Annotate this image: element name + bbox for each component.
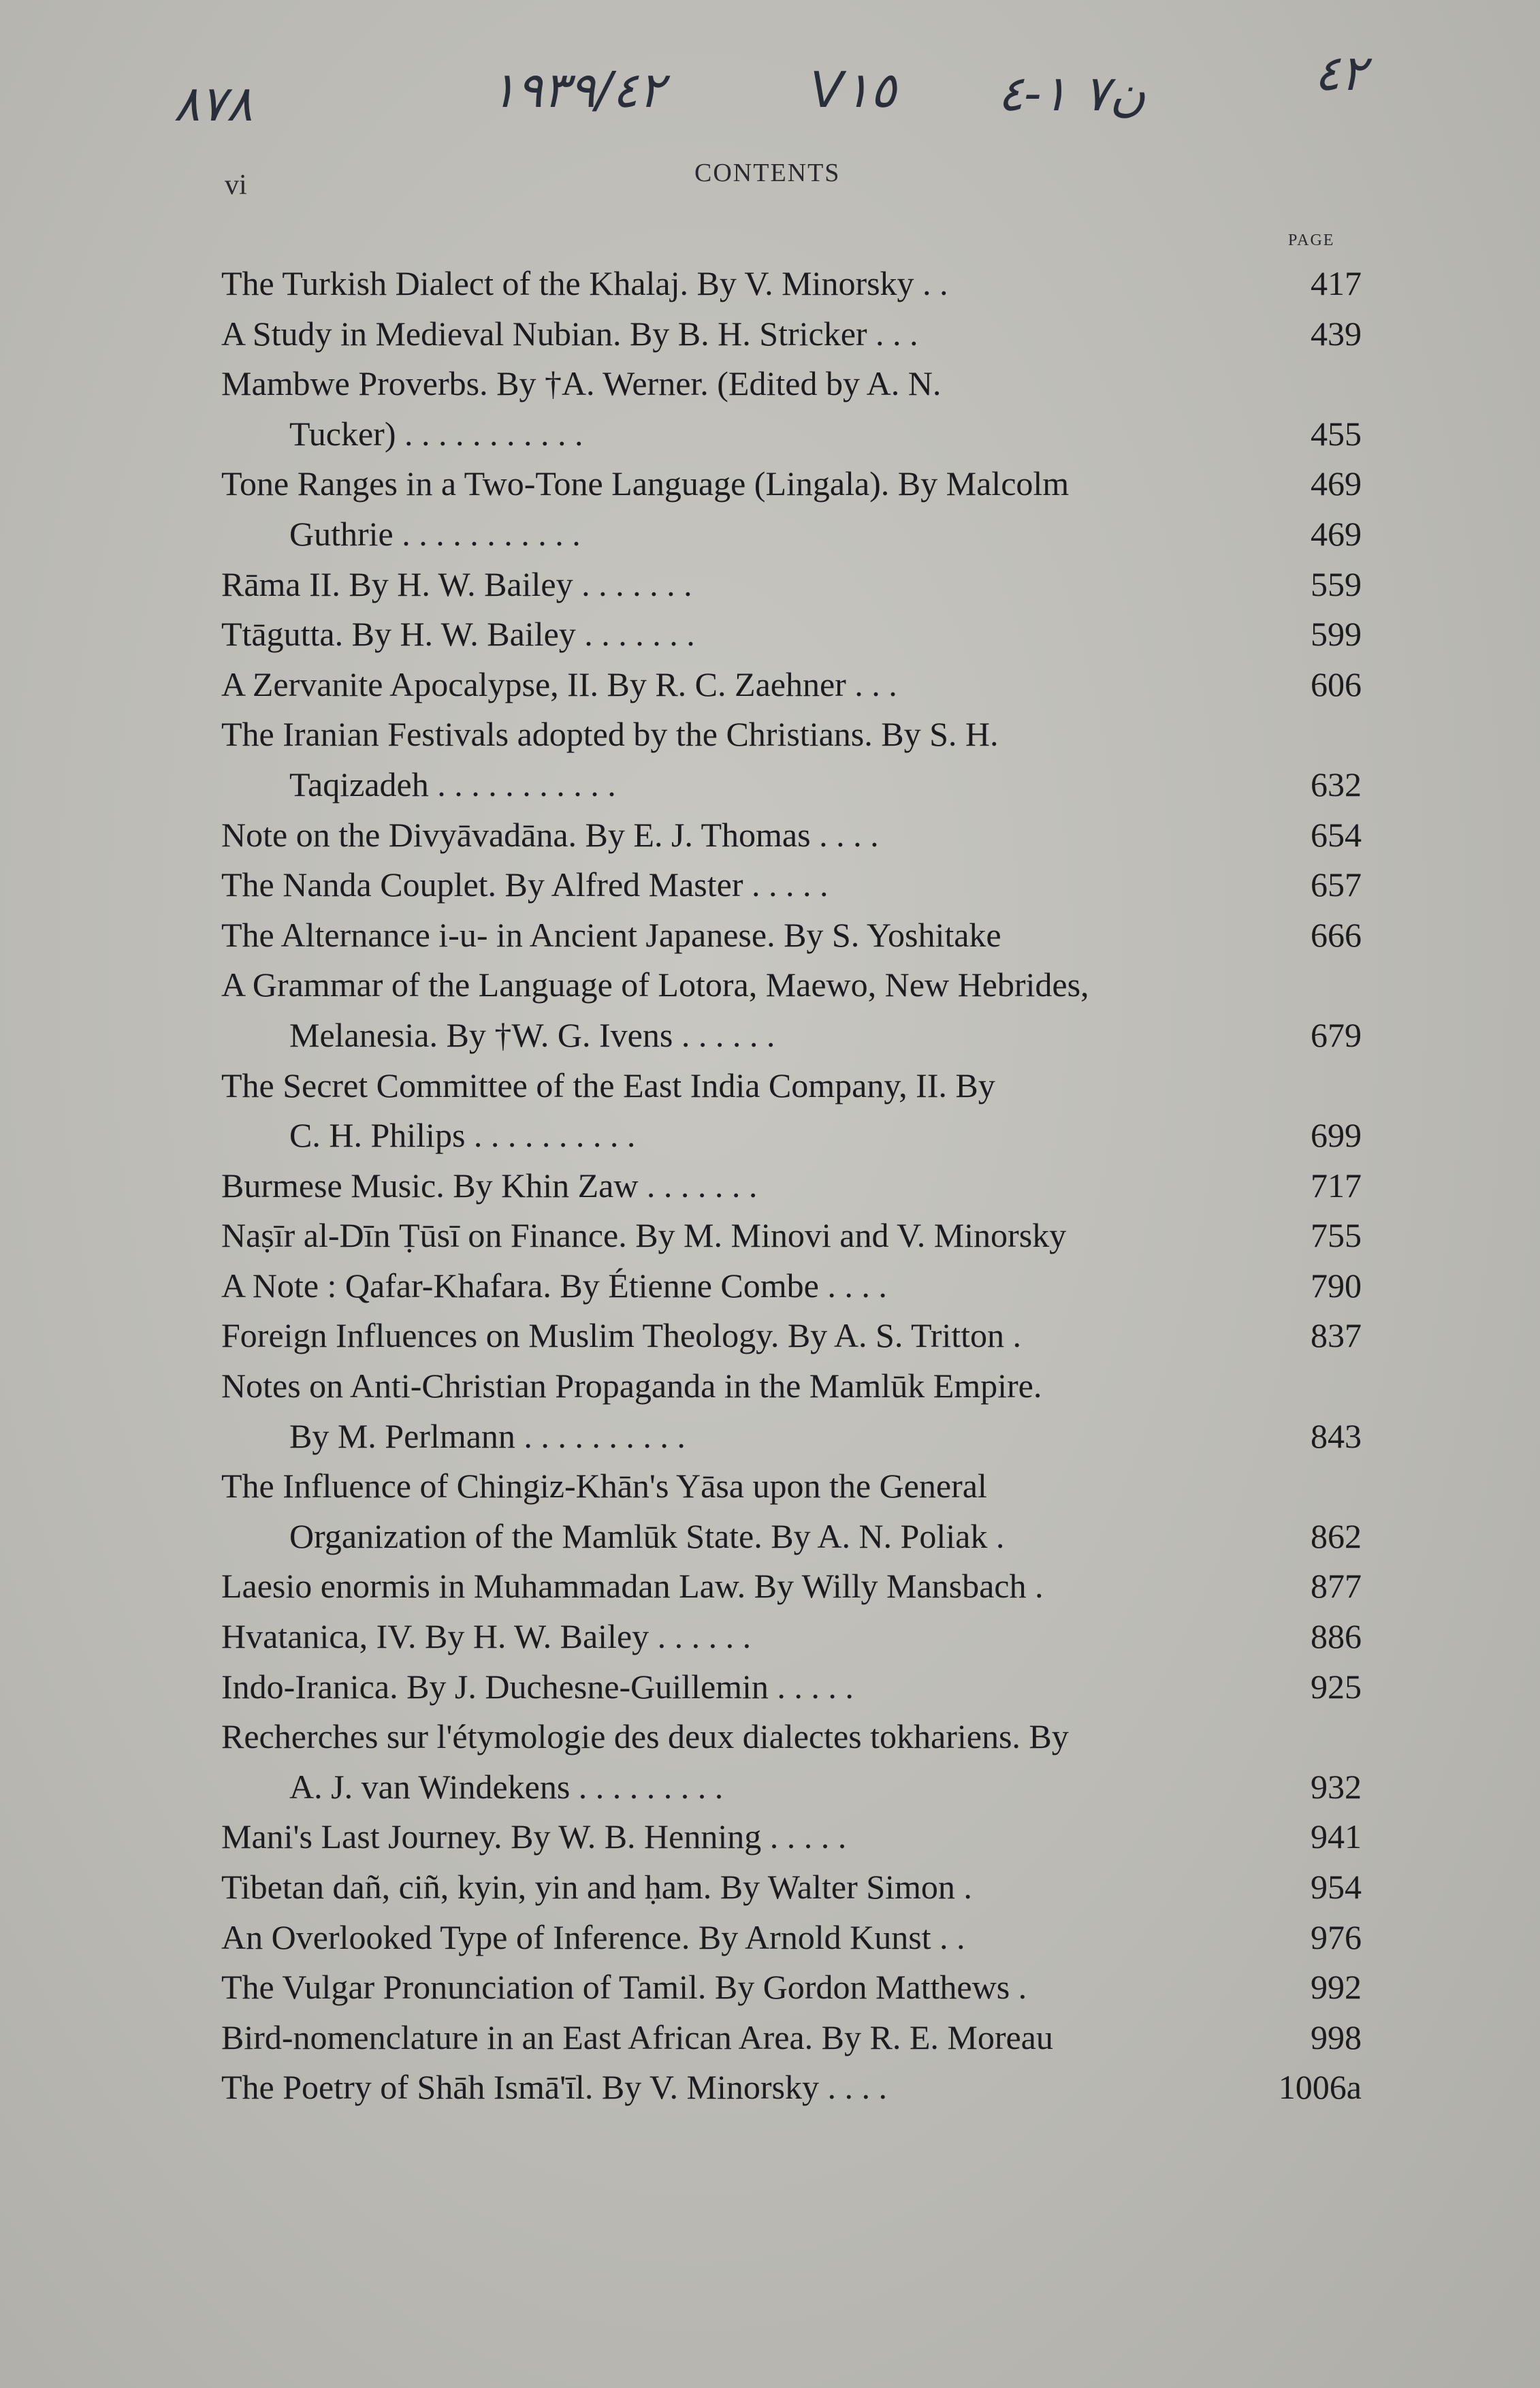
toc-entry [221,1512,1362,1562]
toc-entry-title: The Poetry of Shāh Ismā'īl. By V. Minorsky . . . . [221,2068,887,2107]
toc-entry-title: An Overlooked Type of Inference. By Arnold Kunst . . [221,1917,965,1956]
toc-entry-page: 1006a [1278,2068,1362,2107]
page-column-label: PAGE [1288,232,1335,249]
toc-entry-page: 954 [1311,1868,1362,1906]
toc-entry-title: Rāma II. By H. W. Bailey . . . . . . . [221,564,692,603]
toc-entry [221,660,1362,710]
toc-entry-title: The Influence of Chingiz-Khān's Yāsa upon the General [221,1467,987,1506]
toc-entry [221,1412,1362,1462]
toc-entry [221,2013,1362,2063]
toc-entry [221,1712,1362,1762]
toc-entry-title: Tucker) . . . . . . . . . . . [289,414,583,453]
toc-entry [221,760,1362,810]
toc-entry-title: The Nanda Couplet. By Alfred Master . . . . . [221,865,829,904]
toc-entry-title: The Alternance i-u- in Ancient Japanese. By S. Yoshitake [221,915,1001,954]
toc-entry-title: Organization of the Mamlūk State. By A. N. Poliak . [289,1516,1005,1555]
toc-entry-title: The Turkish Dialect of the Khalaj. By V. Minorsky . . [221,264,948,302]
toc-entry-title: C. H. Philips . . . . . . . . . . [289,1116,636,1155]
toc-entry [221,1561,1362,1612]
toc-entry [221,509,1362,560]
toc-entry [221,1461,1362,1512]
toc-entry-page: 790 [1311,1266,1362,1305]
toc-entry [221,1612,1362,1662]
toc-entry [221,1111,1362,1161]
toc-entry-title: A Zervanite Apocalypse, II. By R. C. Zaehner . . . [221,665,897,703]
toc-entry [221,710,1362,760]
toc-entry-page: 606 [1311,665,1362,703]
toc-entry-page: 976 [1311,1917,1362,1956]
toc-entry-title: The Vulgar Pronunciation of Tamil. By Gordon Matthews . [221,1968,1027,2007]
toc-entry-page: 837 [1311,1316,1362,1355]
toc-entry [221,960,1362,1010]
toc-entry-page: 843 [1311,1416,1362,1455]
toc-entry [221,1662,1362,1713]
toc-entry-title: Guthrie . . . . . . . . . . . [289,514,581,553]
toc-entry-page: 599 [1311,615,1362,654]
toc-entry-title: Hvatanica, IV. By H. W. Bailey . . . . . . [221,1617,752,1656]
toc-entry [221,1211,1362,1261]
toc-entry [221,560,1362,610]
page-number: vi [225,170,247,201]
toc-entry-title: Naṣīr al-Dīn Ṭūsī on Finance. By M. Minovi and V. Minorsky [221,1216,1067,1255]
toc-entry-page: 886 [1311,1617,1362,1656]
toc-entry-title: The Secret Committee of the East India Company, II. By [221,1066,995,1104]
toc-entry-page: 654 [1311,815,1362,854]
toc-entry [221,1862,1362,1913]
toc-entry-page: 925 [1311,1667,1362,1706]
toc-entry-page: 439 [1311,314,1362,353]
toc-entry-title: Bird-nomenclature in an East African Area. By R. E. Moreau [221,2018,1053,2056]
toc-entry-title: Mambwe Proverbs. By †A. Werner. (Edited by A. N. [221,364,942,403]
toc-entry-page: 666 [1311,915,1362,954]
table-of-contents [221,259,1362,2113]
toc-entry-page: 992 [1311,1968,1362,2007]
handwritten-note-4: ن٧ ١-٤ [997,65,1146,122]
toc-entry-page: 417 [1311,264,1362,302]
toc-entry-page: 559 [1311,564,1362,603]
toc-entry [221,1762,1362,1813]
toc-entry-page: 679 [1311,1015,1362,1054]
toc-entry [221,1261,1362,1311]
toc-entry-page: 469 [1311,514,1362,553]
toc-entry [221,359,1362,409]
toc-entry-title: Tibetan dañ, ciñ, kyin, yin and ḥam. By Walter Simon . [221,1868,972,1906]
toc-entry-page: 455 [1311,414,1362,453]
toc-entry-title: Taqizadeh . . . . . . . . . . . [289,765,616,803]
toc-entry [221,2063,1362,2113]
toc-entry [221,1061,1362,1111]
handwritten-note-3: V١٥ [810,61,897,118]
toc-entry-page: 699 [1311,1116,1362,1155]
toc-entry-title: By M. Perlmann . . . . . . . . . . [289,1416,686,1455]
handwritten-note-2: ١٩٣٩/٤٢ [490,61,665,118]
toc-entry-title: Recherches sur l'étymologie des deux dialectes tokhariens. By [221,1717,1069,1756]
toc-entry [221,1361,1362,1412]
toc-entry-page: 998 [1311,2018,1362,2056]
toc-entry-title: Foreign Influences on Muslim Theology. By A. S. Tritton . [221,1316,1022,1355]
toc-entry-page: 632 [1311,765,1362,803]
toc-entry-page: 932 [1311,1767,1362,1806]
toc-entry-page: 755 [1311,1216,1362,1255]
handwritten-note-1: ٨٧٨ [174,75,253,132]
toc-entry [221,1962,1362,2013]
toc-entry-title: A Note : Qafar-Khafara. By Étienne Combe . . . . [221,1266,887,1305]
toc-entry [221,309,1362,360]
toc-entry-title: Melanesia. By †W. G. Ivens . . . . . . [289,1015,775,1054]
handwritten-annotation [0,44,1540,150]
toc-entry-title: Notes on Anti-Christian Propaganda in the Mamlūk Empire. [221,1367,1042,1405]
toc-entry-title: A Study in Medieval Nubian. By B. H. Stricker . . . [221,314,918,353]
toc-entry-page: 941 [1311,1817,1362,1856]
toc-entry-page: 877 [1311,1567,1362,1606]
toc-entry-title: Mani's Last Journey. By W. B. Henning . . . . . [221,1817,847,1856]
toc-entry-title: Tone Ranges in a Two-Tone Language (Lingala). By Malcolm [221,464,1070,503]
toc-entry [221,1812,1362,1862]
toc-entry-page: 657 [1311,865,1362,904]
running-head: CONTENTS [694,159,841,187]
toc-entry [221,910,1362,961]
toc-entry-title: Laesio enormis in Muhammadan Law. By Willy Mansbach . [221,1567,1044,1606]
toc-entry-title: The Iranian Festivals adopted by the Christians. By S. H. [221,715,999,754]
toc-entry [221,1311,1362,1361]
toc-entry-title: Indo-Iranica. By J. Duchesne-Guillemin . . . . . [221,1667,854,1706]
toc-entry-page: 469 [1311,464,1362,503]
toc-entry-title: Ttāgutta. By H. W. Bailey . . . . . . . [221,615,695,654]
toc-entry-title: A Grammar of the Language of Lotora, Maewo, New Hebrides, [221,966,1089,1004]
toc-entry [221,1161,1362,1211]
toc-entry [221,810,1362,861]
toc-entry [221,459,1362,509]
toc-entry-page: 862 [1311,1516,1362,1555]
toc-entry [221,609,1362,660]
toc-entry-title: Note on the Divyāvadāna. By E. J. Thomas . . . . [221,815,879,854]
handwritten-note-5: ٤٢ [1314,44,1367,101]
toc-entry [221,1913,1362,1963]
toc-entry-title: A. J. van Windekens . . . . . . . . . [289,1767,724,1806]
toc-entry [221,409,1362,460]
toc-entry-title: Burmese Music. By Khin Zaw . . . . . . . [221,1166,758,1205]
toc-entry [221,860,1362,910]
toc-entry [221,259,1362,309]
toc-entry-page: 717 [1311,1166,1362,1205]
toc-entry [221,1010,1362,1061]
